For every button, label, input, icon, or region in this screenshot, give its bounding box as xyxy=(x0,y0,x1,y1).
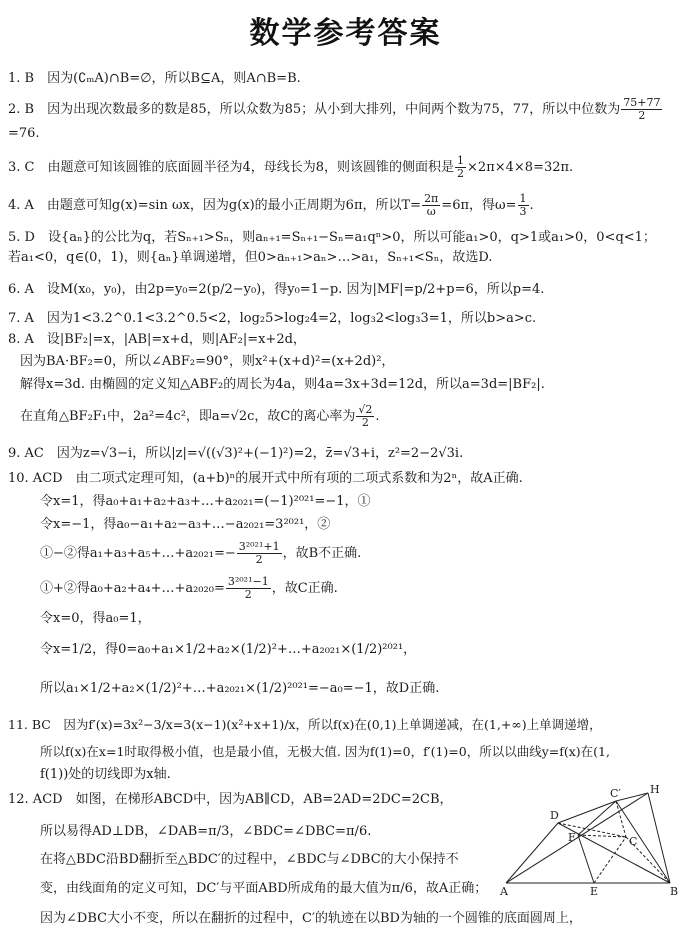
answer-q11-line2: 所以f(x)在x=1时取得极小值，也是最小值，无极大值. 因为f(1)=0，f′(1)=0，所以以曲线y=f(x)在(1, xyxy=(40,744,610,759)
answer-q10-line6: 令x=0，得a₀=1， xyxy=(40,611,151,626)
segment-ad xyxy=(506,823,558,883)
answer-q5-line1: 5. D 设{aₙ}的公比为q，若Sₙ₊₁>Sₙ，则aₙ₊₁=Sₙ₊₁−Sₙ=a₁qⁿ>0，所以可能a₁>0，q>1或a₁>0，0<q<1； xyxy=(8,230,656,245)
segment-c-prime-b xyxy=(616,801,670,883)
fraction-q10e: $\frac{\text{3²⁰²¹−1}}{2}$ xyxy=(227,575,269,601)
label-d: D xyxy=(550,809,559,822)
segment-hb xyxy=(648,793,670,883)
fraction-q8: $\frac{√2}{2}$ xyxy=(358,403,373,429)
answer-q1: 1. B 因为(∁ₘA)∩B=∅，所以B⊆A，则A∩B=B. xyxy=(8,71,301,86)
answer-q10-line7: 令x=1/2，得0=a₀+a₁×1/2+a₂×(1/2)²+…+a₂₀₂₁×(1/2)²⁰²¹， xyxy=(40,642,417,657)
answer-q12-line5: 因为∠DBC大小不变，所以在翻折的过程中，C′的轨迹在以BD为轴的一个圆锥的底面圆周上， xyxy=(40,911,582,926)
segment-fe xyxy=(578,835,594,883)
answer-q12-line1: 12. ACD 如图，在梯形ABCD中，因为AB∥CD，AB=2AD=2DC=2CB， xyxy=(8,792,453,807)
page-title: 数学参考答案 xyxy=(249,16,442,51)
label-c-prime: C′ xyxy=(610,787,621,800)
answer-q6: 6. A 设M(x₀，y₀)，由2p=y₀=2(p/2−y₀)，得y₀=1−p. 因为|MF|=p/2+p=6，所以p=4. xyxy=(8,282,545,297)
trapezoid-fold-figure xyxy=(498,785,688,897)
fraction-q4a: $\frac{2\pi}{\omega}$ xyxy=(424,192,439,218)
fraction-q2: $\frac{75+77}{2}$ xyxy=(623,96,661,122)
answer-q10-line8: 所以a₁×1/2+a₂×(1/2)²+…+a₂₀₂₁×(1/2)²⁰²¹=−a₀=−1，故D正确. xyxy=(40,681,440,696)
answer-q12-line3: 在将△BDC沿BD翻折至△BDC′的过程中，∠BDC与∠DBC的大小保持不 xyxy=(40,852,459,867)
answer-q5-line2: 若a₁<0，q∈(0，1)，则{aₙ}单调递增，但0>aₙ₊₁>aₙ>…>a₁，Sₙ₊₁<Sₙ，故选D. xyxy=(8,250,493,265)
label-c: C xyxy=(629,835,638,848)
answer-q10-line3: 令x=−1，得a₀−a₁+a₂−a₃+…−a₂₀₂₁=3²⁰²¹，② xyxy=(40,517,331,532)
answer-q10-line5: ①+②得a₀+a₂+a₄+…+a₂₀₂₀= $\frac{\text{3²⁰²¹−1}}{2}$ ，故C正确. xyxy=(40,575,338,601)
answer-q8-line3: 解得x=3d. 由椭圆的定义知△ABF₂的周长为4a，则4a=3x+3d=12d，所以a=3d=|BF₂|. xyxy=(20,377,545,392)
answer-q2-line2: =76. xyxy=(8,126,40,141)
answer-q4: 4. A 由题意可知g(x)=sin ωx，因为g(x)的最小正周期为6π，所以T= $\frac{2\pi}{\omega}$ =6π，得ω= $\frac{1}{3}$ . xyxy=(8,192,534,218)
answer-q7: 7. A 因为1<3.2^0.1<3.2^0.5<2，log₂5>log₂4=2，log₃2<log₃3=1，所以b>a>c. xyxy=(8,311,537,326)
fraction-q4b: $\frac{1}{3}$ xyxy=(519,192,527,218)
label-b: B xyxy=(670,885,679,897)
label-a: A xyxy=(500,885,508,897)
fraction-q10d: $\frac{\text{3²⁰²¹+1}}{2}$ xyxy=(238,540,280,566)
answer-q11-line3: f(1))处的切线即为x轴. xyxy=(40,767,171,782)
answer-q2-line1: 2. B 因为出现次数最多的数是85，所以众数为85；从小到大排列，中间两个数为75，77，所以中位数为 $\frac{75+77}{2}$ xyxy=(8,96,661,122)
label-e: E xyxy=(590,885,599,897)
label-h: H xyxy=(650,785,660,796)
answer-q8-line2: 因为BA·BF₂=0，所以∠ABF₂=90°，则x²+(x+d)²=(x+2d)²， xyxy=(20,354,395,369)
segment-dc-prime xyxy=(558,801,616,823)
answer-q8-line4: 在直角△BF₂F₁中，2a²=4c²，即a=√2c，故C的离心率为 $\frac{√2}{2}$ . xyxy=(20,403,380,429)
answer-q8-line1: 8. A 设|BF₂|=x，|AB|=x+d，则|AF₂|=x+2d， xyxy=(8,332,306,347)
fraction-q3: $\frac{1}{2}$ xyxy=(457,154,465,180)
answer-q9: 9. AC 因为z=√3−i，所以|z|=√((√3)²+(−1)²)=2，z̄=√3+i，z²=2−2√3i. xyxy=(8,446,464,461)
answer-q10-line1: 10. ACD 由二项式定理可知，(a+b)ⁿ的展开式中所有项的二项式系数和为2ⁿ，故A正确. xyxy=(8,471,523,486)
answer-q10-line2: 令x=1，得a₀+a₁+a₂+a₃+…+a₂₀₂₁=(−1)²⁰²¹=−1，① xyxy=(40,494,371,509)
segment-ec-dashed xyxy=(594,837,626,883)
answer-q3: 3. C 由题意可知该圆锥的底面圆半径为4，母线长为8，则该圆锥的侧面积是 $\frac{1}{2}$ ×2π×4×8=32π. xyxy=(8,154,574,180)
answer-q11-line1: 11. BC 因为f′(x)=3x²−3/x=3(x−1)(x²+x+1)/x，所以f(x)在(0,1)上单调递减，在(1,+∞)上单调递增， xyxy=(8,717,602,732)
label-f: F xyxy=(568,831,576,844)
answer-q10-line4: ①−②得a₁+a₃+a₅+…+a₂₀₂₁=− $\frac{\text{3²⁰²¹+1}}{2}$ ，故B不正确. xyxy=(40,540,362,566)
answer-q12-line2: 所以易得AD⊥DB，∠DAB=π/3，∠BDC=∠DBC=π/6. xyxy=(40,824,372,839)
segment-fc-prime xyxy=(578,801,616,835)
answer-q12-line4: 变，由线面角的定义可知，DC′与平面ABD所成角的最大值为π/6，故A正确； xyxy=(40,881,488,896)
segment-c-prime-c-dashed xyxy=(616,801,626,837)
